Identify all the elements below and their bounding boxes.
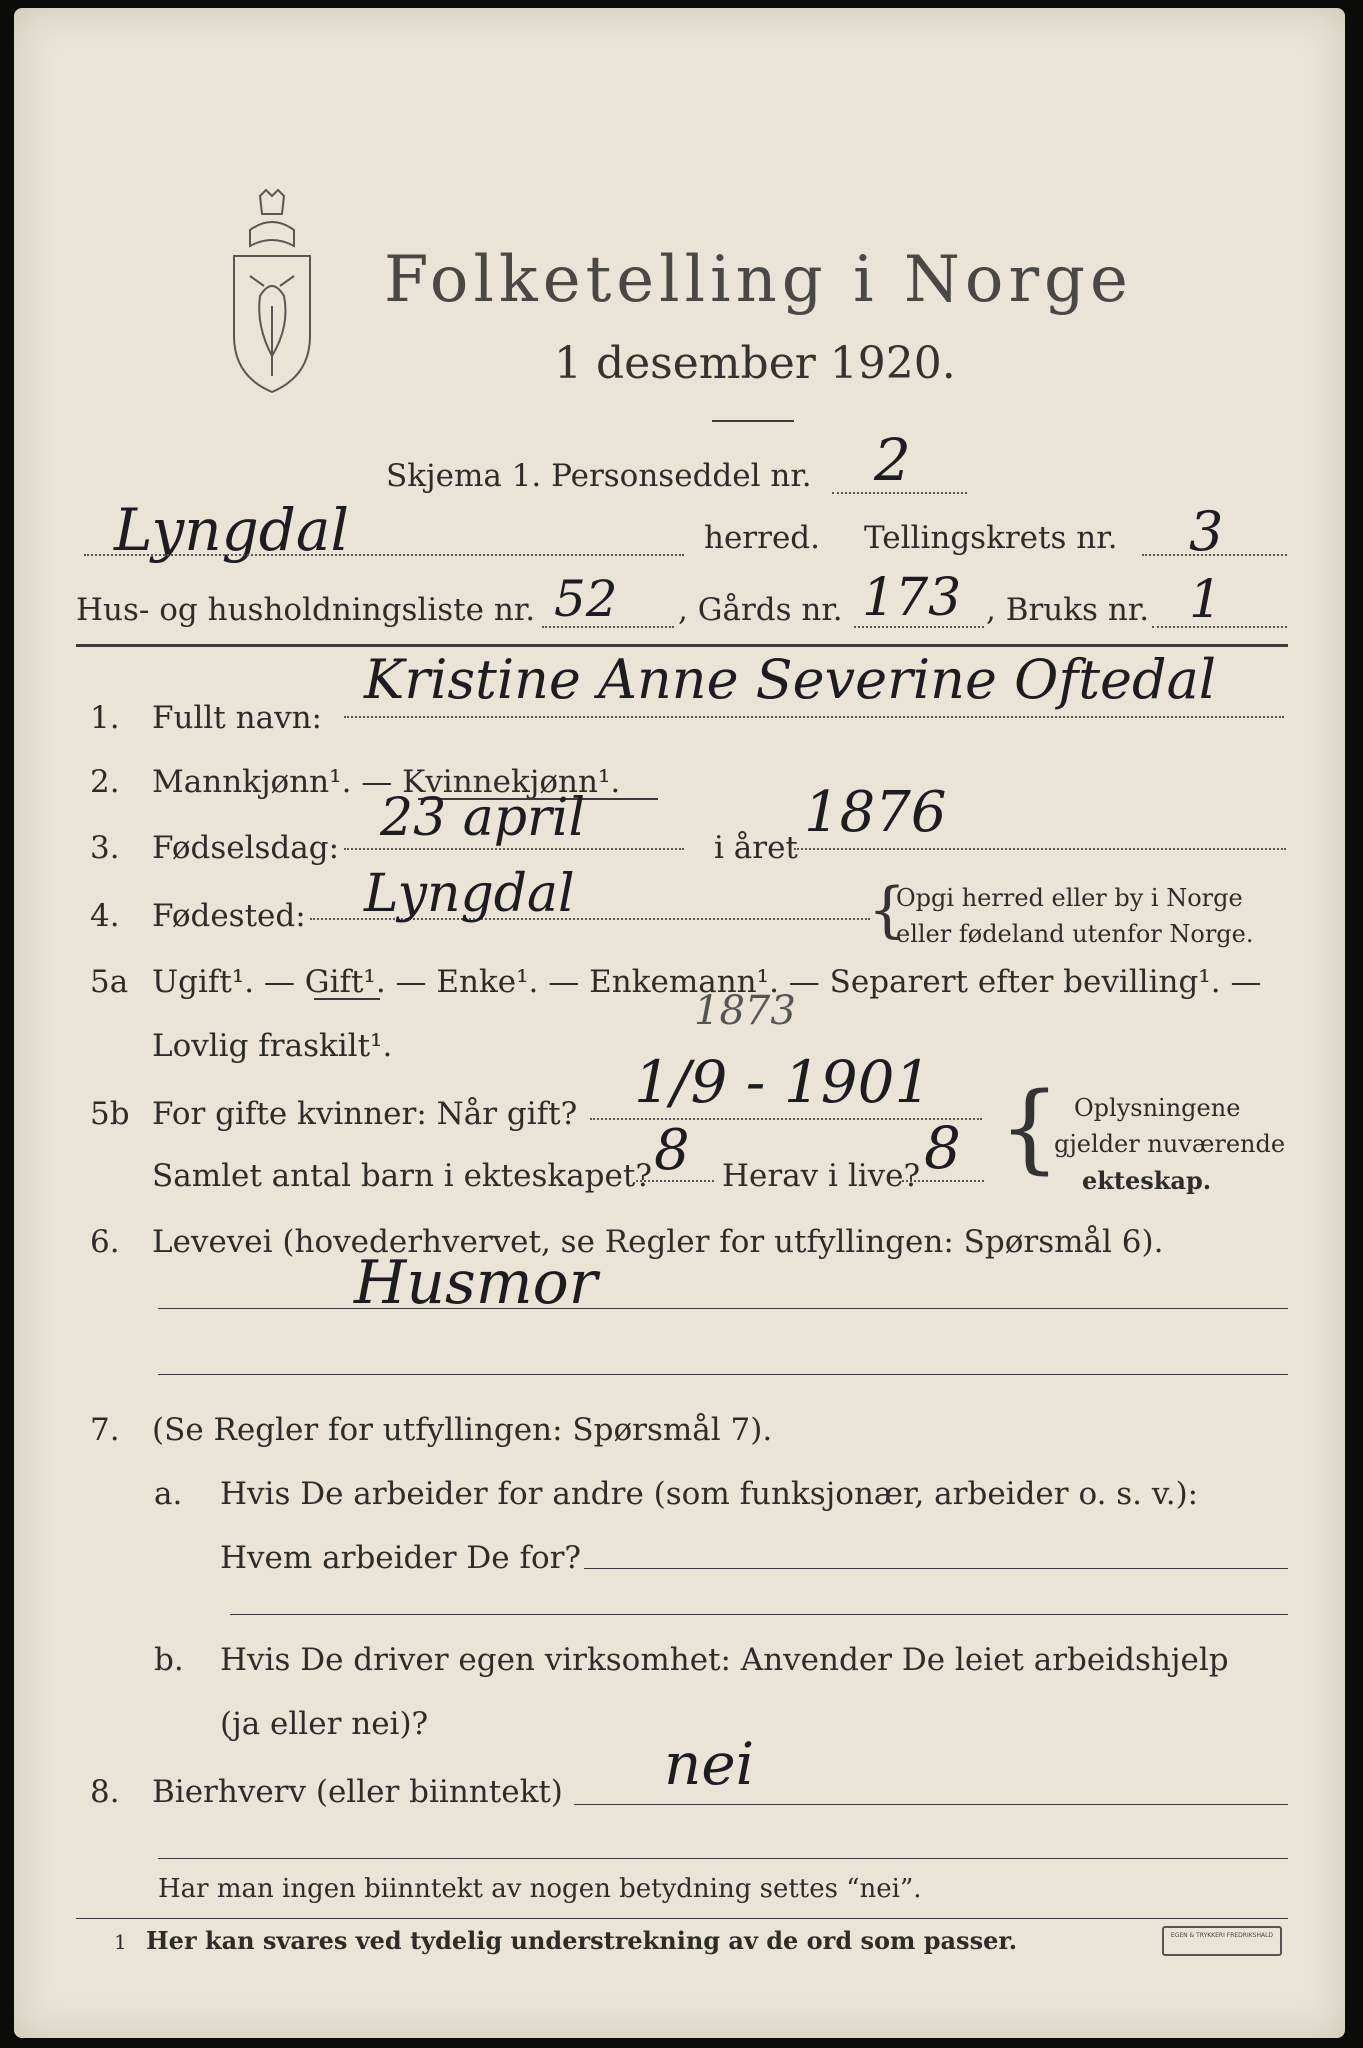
q7a-label2: Hvem arbeider De for? xyxy=(220,1540,582,1576)
birthplace-value[interactable]: Lyngdal xyxy=(364,864,575,924)
skjema-label: Skjema 1. Personseddel nr. xyxy=(386,458,812,494)
personseddel-nr[interactable]: 2 xyxy=(874,426,911,494)
printer-stamp-text: EGEN & TRYKKERI FREDRIKSHALD xyxy=(1170,1932,1274,1939)
q7a-line1[interactable] xyxy=(584,1568,1288,1569)
footnote-mark: 1 xyxy=(114,1930,127,1954)
herred-line xyxy=(84,554,684,556)
census-form xyxy=(14,8,1345,2038)
q5b-label: For gifte kvinner: Når gift? xyxy=(152,1096,578,1132)
q5a-label2: Lovlig fraskilt¹. xyxy=(152,1028,393,1064)
form-title: Folketelling i Norge xyxy=(384,243,1133,317)
title-divider xyxy=(712,420,794,422)
q6-number: 6. xyxy=(90,1224,120,1260)
q4-label: Fødested: xyxy=(152,898,306,934)
q7b-number: b. xyxy=(154,1642,184,1678)
q5a-label: Ugift¹. — Gift¹. — Enke¹. — Enkemann¹. — Separert efter bevilling¹. — xyxy=(152,964,1262,1000)
q5b-brace: { xyxy=(999,1072,1061,1184)
q4-note-line2: eller fødeland utenfor Norge. xyxy=(896,920,1254,948)
year-label: i året xyxy=(714,830,798,866)
q5a-number: 5a xyxy=(90,964,129,1000)
husliste-label: Hus- og husholdningsliste nr. xyxy=(76,592,536,628)
q2-number: 2. xyxy=(90,764,120,800)
printer-stamp xyxy=(1162,1926,1282,1956)
gard-nr[interactable]: 173 xyxy=(862,568,962,628)
q7a-number: a. xyxy=(154,1476,183,1512)
q7-number: 7. xyxy=(90,1412,120,1448)
q3-line xyxy=(344,848,684,850)
q5b-number: 5b xyxy=(90,1096,130,1132)
q7a-label: Hvis De arbeider for andre (som funksjonær, arbeider o. s. v.): xyxy=(220,1476,1199,1512)
krets-nr[interactable]: 3 xyxy=(1189,500,1224,563)
annotation-1873: 1873 xyxy=(694,988,796,1034)
live-value[interactable]: 8 xyxy=(924,1114,961,1182)
gift-underline xyxy=(314,998,380,1000)
herred-label: herred. xyxy=(704,520,820,556)
biinntekt-value[interactable]: nei xyxy=(664,1730,755,1798)
footer-divider xyxy=(76,1918,1288,1919)
q7b-label2: (ja eller nei)? xyxy=(220,1706,429,1742)
birth-year-value[interactable]: 1876 xyxy=(804,780,947,845)
q5b-note-line3: ekteskap. xyxy=(1082,1166,1212,1195)
q4-note-line1: Opgi herred eller by i Norge xyxy=(896,884,1243,912)
q8-line2 xyxy=(158,1858,1288,1859)
q7b-label: Hvis De driver egen virksomhet: Anvender De leiet arbeidshjelp xyxy=(220,1642,1229,1678)
q6-label: Levevei (hovederhvervet, se Regler for utfyllingen: Spørsmål 6). xyxy=(152,1224,1164,1260)
q1-number: 1. xyxy=(90,700,120,736)
occupation-value[interactable]: Husmor xyxy=(354,1248,598,1318)
married-date-value[interactable]: 1/9 - 1901 xyxy=(634,1048,932,1116)
q2-label: Mannkjønn¹. — Kvinnekjønn¹. xyxy=(152,764,621,800)
krets-label: Tellingskrets nr. xyxy=(864,520,1118,556)
q8-line1 xyxy=(574,1804,1288,1805)
q8-number: 8. xyxy=(90,1774,120,1810)
barn-value[interactable]: 8 xyxy=(654,1118,690,1183)
gard-label: , Gårds nr. xyxy=(678,592,843,628)
q4-brace: { xyxy=(868,875,907,945)
bruk-label: , Bruks nr. xyxy=(986,592,1150,628)
coat-of-arms-icon xyxy=(220,186,324,396)
q7a-line2[interactable] xyxy=(230,1614,1288,1615)
q1-label: Fullt navn: xyxy=(152,700,322,736)
footer-note: Har man ingen biinntekt av nogen betydning settes “nei”. xyxy=(158,1874,922,1904)
q5b-note-line1: Oplysningene xyxy=(1074,1094,1241,1122)
live-label: Herav i live? xyxy=(722,1158,921,1194)
husliste-nr[interactable]: 52 xyxy=(554,570,618,628)
q8-label: Bierhverv (eller biinntekt) xyxy=(152,1774,563,1810)
full-name-value[interactable]: Kristine Anne Severine Oftedal xyxy=(364,648,1217,711)
q3-label: Fødselsdag: xyxy=(152,830,340,866)
footnote-text: Her kan svares ved tydelig understrekning av de ord som passer. xyxy=(146,1926,1018,1955)
q6-line2 xyxy=(158,1374,1288,1375)
form-date: 1 desember 1920. xyxy=(554,338,956,389)
q1-line xyxy=(344,716,1284,718)
herred-value[interactable]: Lyngdal xyxy=(114,496,350,564)
q7-label: (Se Regler for utfyllingen: Spørsmål 7). xyxy=(152,1412,773,1448)
year-line xyxy=(794,848,1286,850)
header-divider xyxy=(76,644,1288,647)
birthday-value[interactable]: 23 april xyxy=(380,788,586,848)
q4-number: 4. xyxy=(90,898,120,934)
q6-line1 xyxy=(158,1308,1288,1309)
barn-label: Samlet antal barn i ekteskapet? xyxy=(152,1158,652,1194)
q3-number: 3. xyxy=(90,830,120,866)
bruk-nr[interactable]: 1 xyxy=(1189,570,1223,630)
q5b-note-line2: gjelder nuværende xyxy=(1054,1130,1286,1158)
